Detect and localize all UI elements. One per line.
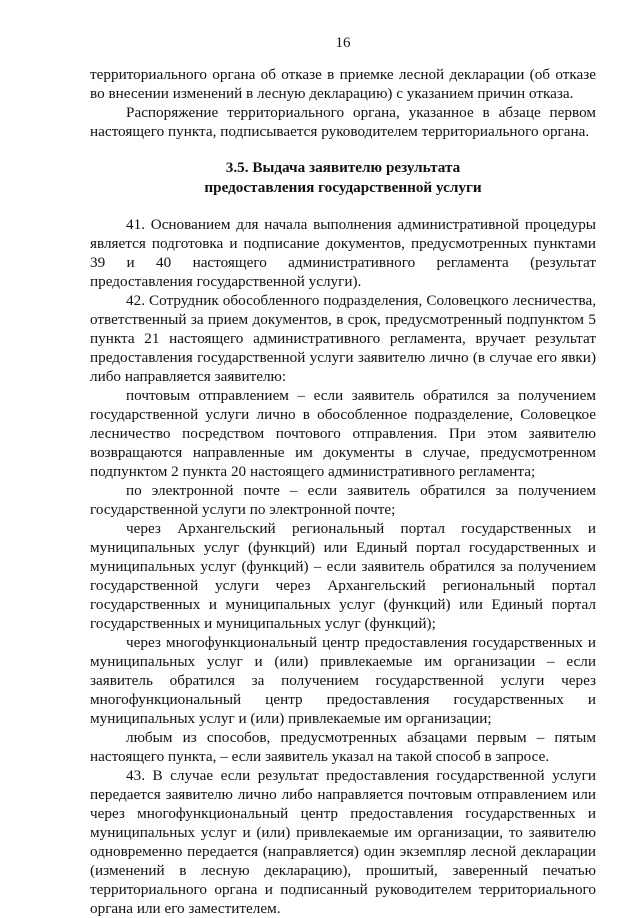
section-title <box>90 158 596 198</box>
paragraph-41: 41. Основанием для начала выполнения административной процедуры является подготовка и подписание документов, предусмотренных пунктами 39 и 40 настоящего административного регламента (результат предоставления государственной услуги). <box>90 216 596 290</box>
paragraph-order-signing: Распоряжение территориального органа, указанное в абзаце первом настоящего пункта, подписывается руководителем территориального органа. <box>90 104 596 140</box>
paragraph-42-email: по электронной почте – если заявитель обратился за получением государственной услуги по электронной почте; <box>90 482 596 518</box>
paragraph-42-post: почтовым отправлением – если заявитель обратился за получением государственной услуги лично в обособленное подразделение, Соловецкое лесничество посредством почтового отправления. При этом заявителю возвращаются направленные им документы в случае, предусмотренном подпунктом 2 пункта 20 настоящего административного регламента; <box>90 387 596 480</box>
paragraph-43: 43. В случае если результат предоставления государственной услуги передается заявителю лично либо направляется почтовым отправлением или через многофункциональный центр предоставления государственных и муниципальных услуг и (или) привлекаемые им организации, то заявителю одновременно передается (направляется) один экземпляр лесной декларации (изменений в лесную декларацию), прошитый, заверенный печатью территориального органа и подписанный руководителем территориального органа или его заместителем. <box>90 767 596 917</box>
page-number: 16 <box>335 35 351 51</box>
paragraph-42: 42. Сотрудник обособленного подразделения, Соловецкого лесничества, ответственный за прием документов, в срок, предусмотренный подпунктом 5 пункта 21 настоящего административного регламента, вручает результат предоставления государственной услуги заявителю лично (в случае его явки) либо направляется заявителю: <box>90 292 596 385</box>
paragraph-42-any-method: любым из способов, предусмотренных абзацами первым – пятым настоящего пункта, – если заявитель указал на такой способ в запросе. <box>90 729 596 765</box>
paragraph-42-portal: через Архангельский региональный портал государственных и муниципальных услуг (функций) или Единый портал государственных и муниципальных услуг (функций) – если заявитель обратился за получением государственной услуги через Архангельский региональный портал государственных и муниципальных услуг (функций) или Единый портал государственных и муниципальных услуг (функций); <box>90 520 596 632</box>
paragraph-continuation: территориального органа об отказе в приемке лесной декларации (об отказе во внесении изменений в лесную декларацию) с указанием причин отказа. <box>90 66 596 102</box>
section-title-line-1: 3.5. Выдача заявителю результата <box>225 159 461 176</box>
document-page <box>90 34 596 918</box>
paragraph-42-mfc: через многофункциональный центр предоставления государственных и муниципальных услуг и (или) привлекаемые им организации – если заявитель обратился за получением государственной услуги через многофункциональный центр предоставления государственных и муниципальных услуг и (или) привлекаемые им организации; <box>90 634 596 727</box>
section-title-line-2: предоставления государственной услуги <box>204 179 482 196</box>
